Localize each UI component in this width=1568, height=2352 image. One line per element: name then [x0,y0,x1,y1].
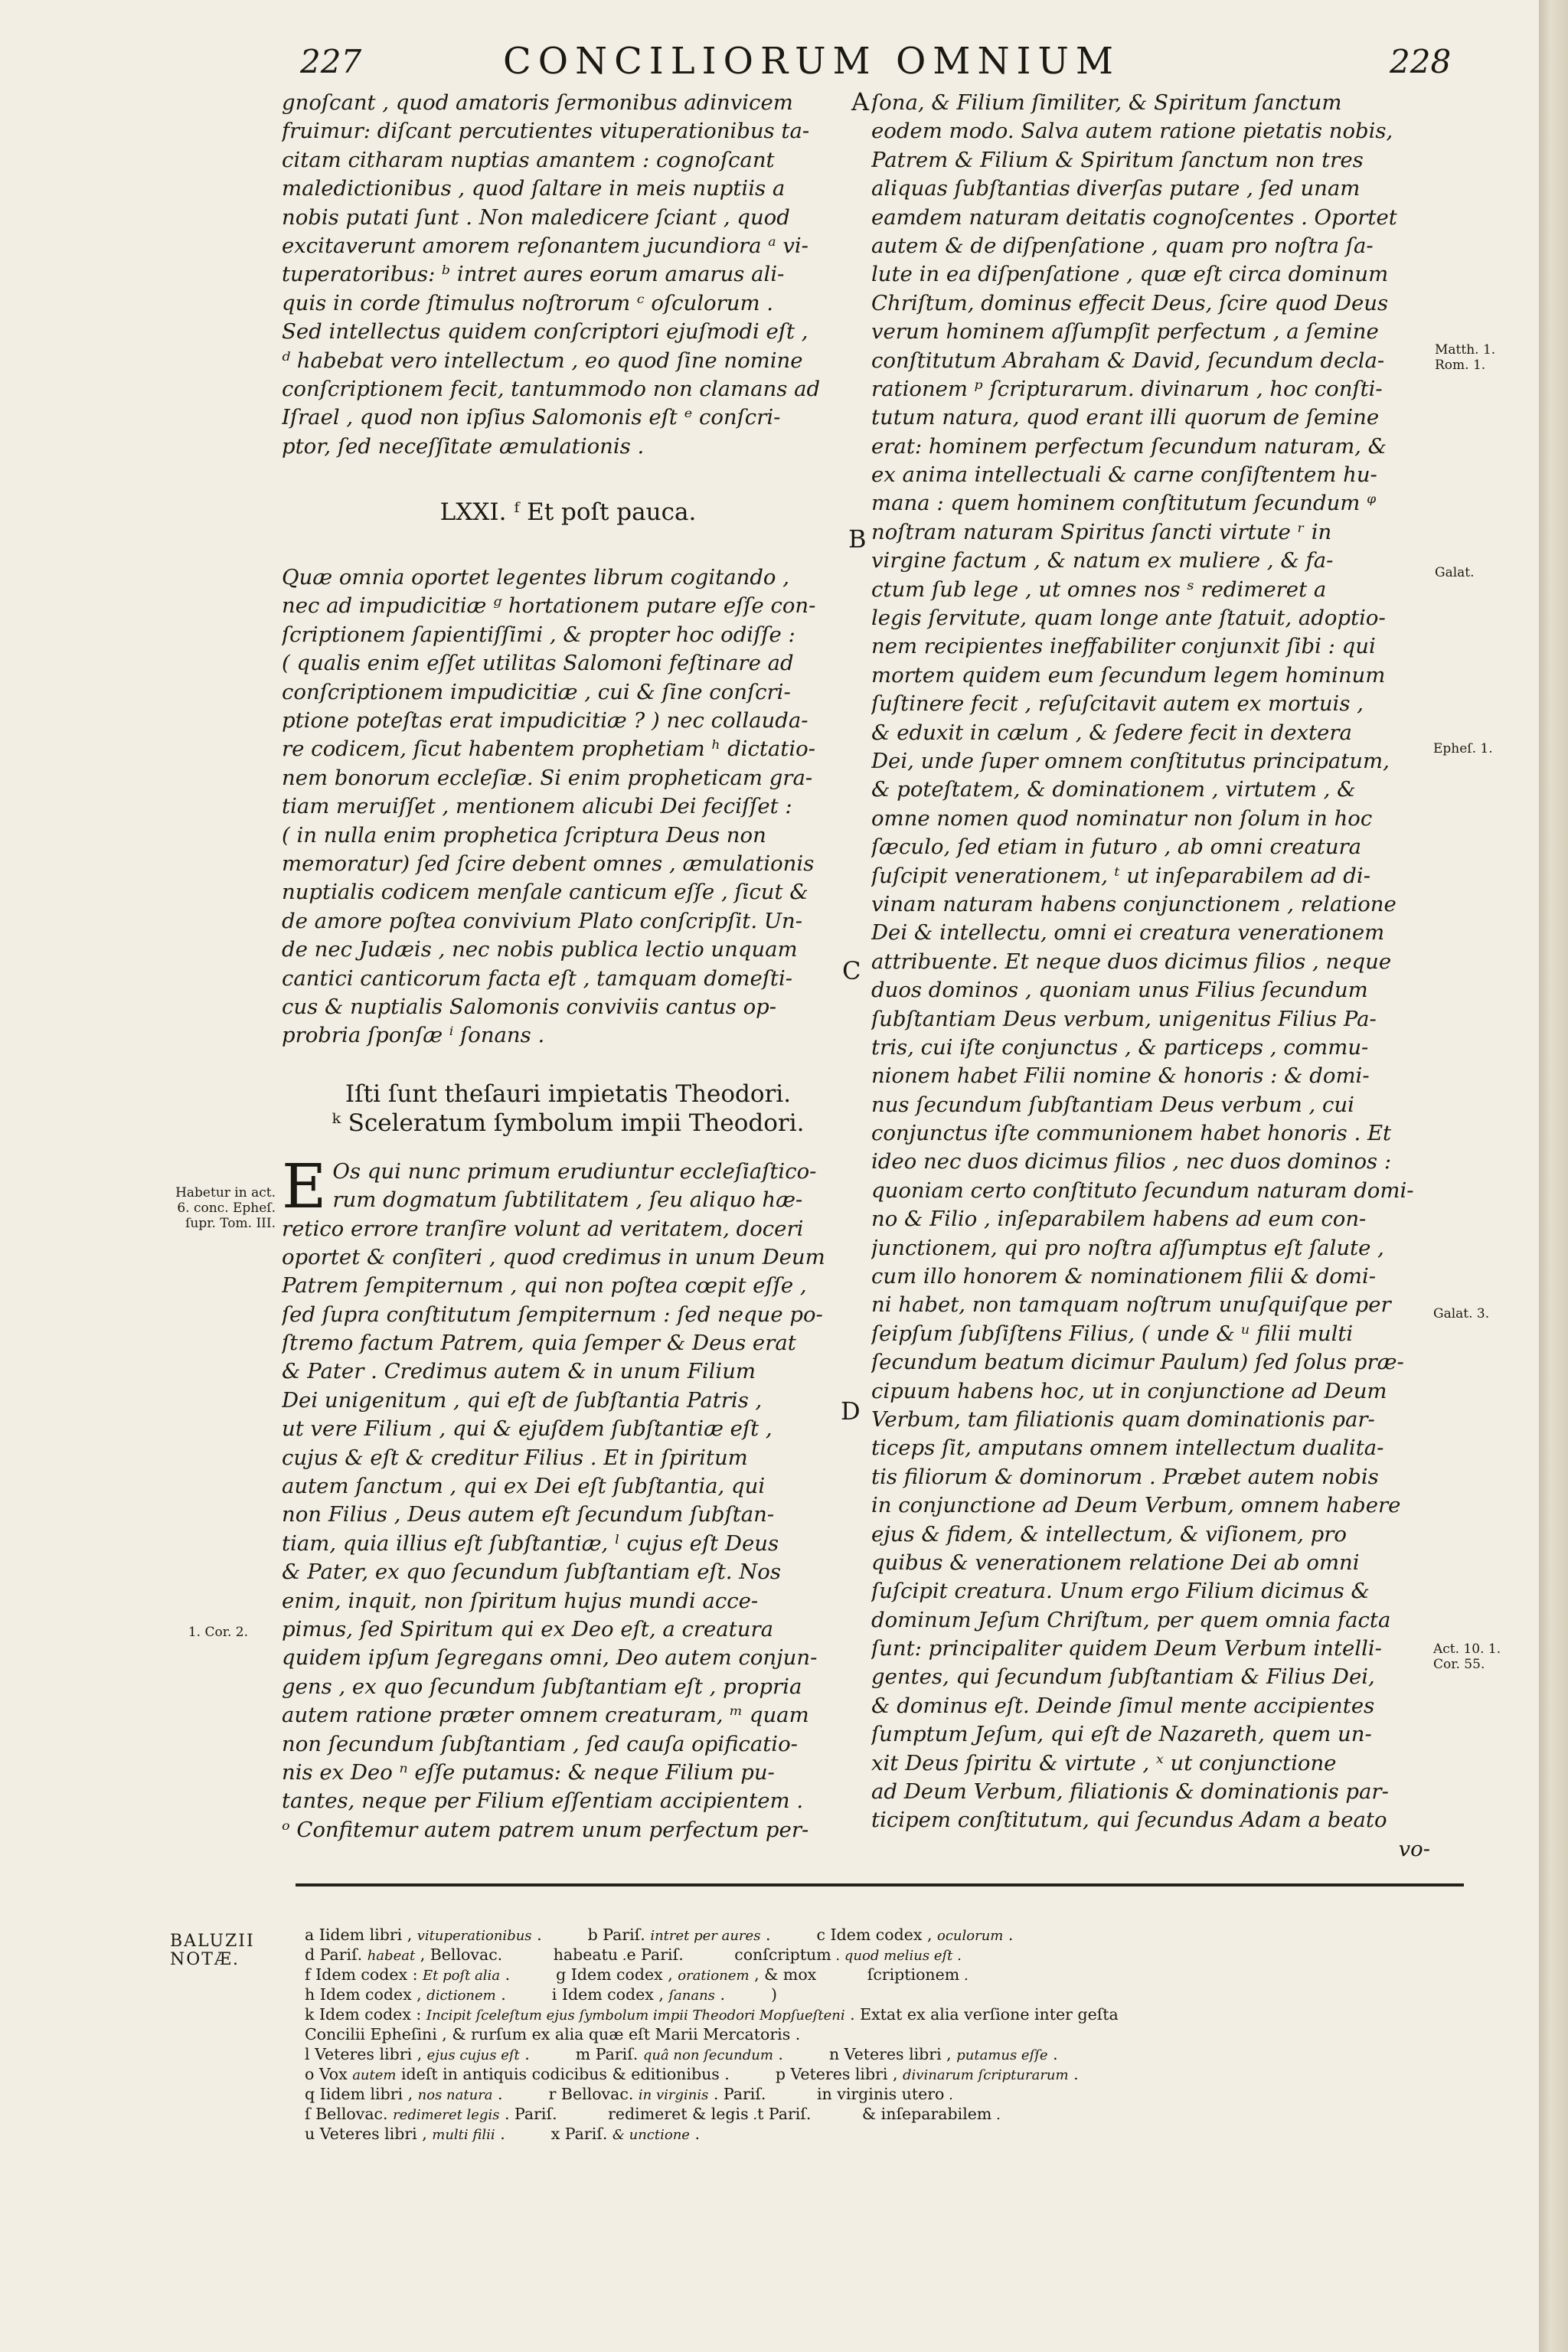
footnote-segment: Et poſt alia [423,1968,501,1984]
text-line: re codicem, ſicut habentem prophetiam ʰ dictatio- [282,737,816,762]
footnote-segment: ) [770,1985,777,2004]
text-line: Chriſtum, dominus effecit Deus, ſcire quod Deus [871,290,1389,315]
text-line: maledictionibus , quod ſaltare in meis nuptiis a [282,176,786,201]
margin-note-habetur: Habetur in act. 6. conc. Epheſ. ſupr. Tom. III. [175,1185,276,1231]
margin-note-matth-rom: Matth. 1. Rom. 1. [1435,342,1496,373]
text-line: nem recipientes ineffabiliter conjunxit ſibi : qui [871,634,1376,659]
footnote-segment: l Veteres libri , [305,2045,427,2063]
text-line: mana : quem hominem conſtitutum ſecundum ᵠ [871,491,1377,516]
text-line: Dei & intellectu, omni ei creatura venerationem [871,920,1385,946]
text-line: cantici canticorum facta eſt , tamquam domeſti- [282,965,793,991]
margin-note-galat: Galat. [1435,565,1475,580]
text-line: dominum Jeſum Chriſtum, per quem omnia facta [871,1607,1391,1632]
text-line: nem bonorum eccleſiæ. Si enim propheticam gra- [282,765,813,790]
footnote-segment: . [1003,1926,1014,1944]
footnote-segment: . Pariſ. [708,2085,771,2103]
text-line: nobis putati ſunt . Non maledicere ſciant , quod [282,204,790,230]
right-column [871,89,1430,1864]
text-line: ex anima intellectuali & carne conſiſtentem hu- [871,462,1377,488]
footnote-segment: & inſeparabilem [861,2105,992,2123]
footnote-segment: ſanans [668,1988,715,2004]
footnote-segment: . [492,2085,503,2103]
text-line: eamdem naturam deitatis cognoſcentes . Oportet [871,204,1397,230]
footnote-segment: oculorum [936,1928,1004,1944]
text-line: & eduxit in cælum , & ſedere fecit in dextera [871,720,1352,745]
footnote-segment: p Veteres libri , [775,2065,903,2083]
text-line: ᵈ habebat vero intellectum , eo quod ſine nomine [282,348,803,373]
text-line: nionem habet Filii nomine & honoris : & domi- [871,1063,1370,1089]
footnote-segment: , Bellovac. [415,1945,508,1964]
footnote-segment: d Pariſ. [305,1945,368,1964]
footnote-segment: ejus cujus eſt [426,2047,520,2063]
text-line: tantes, neque per Filium eſſentiam accipientem . [282,1788,804,1814]
footnote-segment: ſ Bellovac. [305,2105,394,2123]
text-line: duos dominos , quoniam unus Filius ſecundum [871,978,1368,1003]
text-line: enim, inquit, non ſpiritum hujus mundi acce- [282,1588,759,1613]
section-heading-lxxi: LXXI. ᶠ Et poſt pauca. [439,498,697,527]
text-line: ptione poteſtas erat impudicitiæ ? ) nec collauda- [282,708,808,733]
footnote-segment: . Pariſ. [499,2105,563,2123]
footnote-segment: autem [352,2067,397,2083]
footnote-segment: . [760,1926,771,1944]
margin-note-1-cor: 1. Cor. 2. [188,1625,248,1640]
footnote-segment: . [959,1968,969,1984]
footnote-segment: vituperationibus [416,1928,532,1944]
text-line: ſubſtantiam Deus verbum, unigenitus Filius Pa- [871,1006,1377,1031]
footnote-segment: . [500,1965,511,1984]
text-line: ſumptum Jeſum, qui eſt de Nazareth, quem un- [871,1722,1372,1747]
right-page-number: 228 [1390,43,1452,80]
footnote-segment: a Iidem libri , [305,1926,417,1944]
text-line: citam citharam nuptias amantem : cognoſcant [282,147,775,172]
text-line: Iſrael , quod non ipſius Salomonis eſt ᵉ conſcri- [282,405,781,430]
catchword: vo- [1398,1836,1430,1861]
text-line: quibus & venerationem relatione Dei ab omni [871,1550,1360,1575]
text-line: aliquas ſubſtantias diverſas putare , ſed unam [871,176,1361,201]
text-line: tuperatoribus: ᵇ intret aures eorum amarus ali- [282,262,785,287]
text-line: verum hominem aſſumpſit perfectum , a ſemine [871,319,1379,345]
text-line: no & Filio , inſeparabilem habens ad eum con- [871,1207,1367,1232]
text-line: memoratur) ſed ſcire debent omnes , æmulationis [282,851,815,876]
text-line: ( in nulla enim prophetica ſcriptura Deus non [282,822,766,848]
footnote-segment: . [689,2125,701,2143]
text-line: noſtram naturam Spiritus ſancti virtute ʳ in [871,519,1332,544]
footnote-segment: multi filii [432,2127,495,2143]
text-line: ticipem conſtitutum, qui ſecundus Adam a beato [871,1808,1387,1833]
text-line: tiam meruiſſet , mentionem alicubi Dei feciſſet : [282,794,792,819]
footnote-line [305,2064,1079,2086]
text-line: nus ſecundum ſubſtantiam Deus verbum , cui [871,1092,1354,1117]
footnote-segment: Incipit ſceleſtum ejus ſymbolum impii Theodori Mopſueſteni [426,2007,845,2024]
text-line: in conjunctione ad Deum Verbum, omnem habere [871,1493,1401,1518]
text-line: ſuſcipit venerationem, ᵗ ut inſeparabilem ad di- [871,863,1370,888]
footnote-segment: habeat [367,1948,416,1964]
text-line: ( qualis enim eſſet utilitas Salomoni feſtinare ad [282,651,794,676]
text-line: retico errore tranſire volunt ad veritatem, doceri [282,1216,804,1241]
text-line: conſcriptionem impudicitiæ , cui & ſine conſcri- [282,679,791,704]
footnote-segment: x Pariſ. [550,2125,612,2143]
text-line: tris, cui iſte conjunctus , & particeps , commu- [871,1034,1369,1060]
text-line: & dominus eſt. Deinde ſimul mente accipientes [871,1693,1375,1718]
footnote-segment: i Idem codex , [551,1985,669,2004]
text-line: mortem quidem eum ſecundum legem hominum [871,662,1386,688]
footnote-segment: e Pariſ. [626,1945,689,1964]
text-line: ſecundum beatum dicimur Paulum) ſed ſolus præ- [871,1350,1404,1375]
text-line: erat: hominem perfectum ſecundum naturam, & [871,433,1387,459]
text-line: non Filius , Deus autem eſt ſecundum ſubſtan- [282,1502,775,1527]
footnote-rule [296,1883,1464,1886]
footnote-segment: dictionem [426,1988,496,2004]
margin-note-act-cor: Act. 10. 1. Cor. 55. [1433,1642,1501,1672]
text-line: xit Deus ſpiritu & virtute , ˣ ut conjunctione [871,1750,1337,1775]
footnote-segment: m Pariſ. [575,2045,643,2063]
footnote-segment: . [991,2107,1001,2123]
footnote-segment: ideſt in antiquis codicibus & editionibus . [396,2065,730,2083]
footnote-segment: n Veteres libri , [828,2045,957,2063]
text-line: virgine factum , & natum ex muliere , & fa- [871,548,1334,573]
footnote-segment: h Idem codex , [305,1985,427,2004]
footnote-segment: . [944,2087,953,2103]
text-line: autem ratione præter omnem creaturam, ᵐ quam [282,1703,809,1728]
footnote-segment: b Pariſ. [587,1926,651,1944]
footnote-line [305,2104,1001,2125]
text-line: ticeps ſit, amputans omnem intellectum dualita- [871,1436,1384,1461]
footnote-segment: . [618,1948,627,1964]
footnote-segment: redimeret & legis [608,2105,749,2123]
text-line: ᵒ Confitemur autem patrem unum perfectum per- [282,1817,809,1842]
left-page-number: 227 [300,43,362,80]
text-line: Patrem ſempiternum , qui non poſtea cœpit eſſe , [282,1273,807,1298]
text-line: ſcriptionem ſapientiſſimi , & propter hoc odiſſe : [282,622,795,647]
left-text-bottom [282,1150,854,1844]
text-line: eodem modo. Salva autem ratione pietatis nobis, [871,119,1393,144]
text-line: cum illo honorem & nominationem filii & domi- [871,1264,1377,1289]
footnote-segment: f Idem codex : [305,1965,423,1984]
footnote-line [305,2004,1119,2026]
footnote-segment: u Veteres libri , [305,2125,433,2143]
footnote-segment: c Idem codex , [816,1926,937,1944]
text-line: quis in corde ſtimulus noſtrorum ᶜ oſculorum . [282,290,774,315]
text-line: ſona, & Filium ſimiliter, & Spiritum ſanctum [871,90,1342,115]
subheading-thesauri: Iſti ſunt theſauri impietatis Theodori. [345,1080,792,1108]
text-line: quidem ipſum ſegregans omni, Deo autem conjun- [282,1645,818,1671]
footnote-segment: redimeret legis [393,2107,500,2123]
footnote-segment: o Vox [305,2065,353,2083]
text-line: de nec Judæis , nec nobis publica lectio unquam [282,937,798,962]
text-line: Sed intellectus quidem conſcriptori ejuſmodi eſt , [282,319,808,345]
text-line: nuptialis codicem menſale canticum eſſe , ſicut & [282,880,808,905]
footnote-segment: . [773,2045,783,2063]
text-line: Dei unigenitum , qui eſt de ſubſtantia Patris , [282,1387,763,1413]
text-line: fruimur: diſcant percutientes vituperationibus ta- [282,119,810,144]
text-line: nec ad impudicitiæ ᵍ hortationem putare eſſe con- [282,593,816,619]
text-line: cus & nuptialis Salomonis conviviis cantus op- [282,994,777,1019]
footnote-segment: putamus eſſe [956,2047,1048,2063]
text-line: ſed ſupra conſtitutum ſempiternum : ſed neque po- [282,1302,823,1327]
margin-note-ephes: Epheſ. 1. [1433,741,1493,756]
text-line: ctum ſub lege , ut omnes nos ˢ redimeret a [871,577,1327,602]
text-line: tis filiorum & dominorum . Præbet autem nobis [871,1464,1379,1489]
footnote-segment: nos natura [417,2087,493,2103]
text-line: ſeipſum ſubſiſtens Filius, ( unde & ᵘ filii multi [871,1321,1354,1346]
footnote-segment: , & mox [749,1965,822,1984]
text-line: pimus, ſed Spiritum qui ex Deo eſt, a creatura [282,1616,773,1642]
footnote-segment: in virginis utero [816,2085,945,2103]
footnote-segment: t Pariſ. [757,2105,816,2123]
footnote-segment: . [748,2107,758,2123]
text-line: Os qui nunc primum erudiuntur eccleſiaſtico- [332,1158,817,1184]
text-line: excitaverunt amorem reſonantem jucundiora ᵃ vi- [282,233,808,258]
text-line: cipuum habens hoc, ut in conjunctione ad Deum [871,1378,1387,1403]
running-title: CONCILIORUM OMNIUM [502,40,1120,83]
text-line: Patrem & Filium & Spiritum ſanctum non tres [871,147,1364,172]
footnote-segment: . [1068,2065,1079,2083]
footnote-segment: in virginis [638,2087,709,2103]
text-line: ſunt: principaliter quidem Deum Verbum intelli- [871,1636,1382,1661]
text-line: conſtitutum Abraham & David, ſecundum decla- [871,348,1385,373]
left-column [282,89,854,1844]
footnote-segment: divinarum ſcripturarum [903,2067,1069,2083]
text-line: de amore poſtea convivium Plato conſcripſit. Un- [282,908,802,933]
text-line: non ſecundum ſubſtantiam , ſed cauſa opificatio- [282,1731,798,1756]
text-line: ejus & fidem, & intellectum, & viſionem, pro [871,1521,1347,1547]
footnote-segment: quâ non ſecundum [642,2047,773,2063]
text-line: lute in ea diſpenſatione , quæ eſt circa dominum [871,262,1389,287]
notes-label: BALUZII NOTÆ. [170,1932,255,1969]
section-marker-a: A [851,87,870,116]
text-line: quoniam certo conſtituto ſecundum naturam domi- [871,1178,1414,1203]
footnote-line [305,1984,777,2006]
text-line: ideo nec duos dicimus filios , nec duos dominos : [871,1149,1392,1174]
section-marker-b: B [848,524,867,554]
footnote-segment: . [495,2125,505,2143]
text-line: autem ſanctum , qui ex Dei eſt ſubſtantia, qui [282,1474,766,1499]
text-line: tutum natura, quod erant illi quorum de ſemine [871,405,1380,430]
drop-cap: E [282,1150,327,1222]
footnote-segment: habeatu [553,1945,619,1964]
footnote-segment: intret per aures [650,1928,761,1944]
text-line: ni habet, non tamquam noſtrum unuſquiſque per [871,1292,1391,1318]
text-line: ptor, ſed neceſſitate æmulationis . [282,433,645,459]
footnote-segment: ſcriptionem [867,1965,960,1984]
text-line: attribuente. Et neque duos dicimus filios , neque [871,949,1392,974]
text-line: legis ſervitute, quam longe ante ſtatuit, adoptio- [871,606,1386,631]
footnote-line [305,2024,800,2044]
text-line: ſuſtinere fecit , reſuſcitavit autem ex mortuis , [871,691,1364,717]
right-text [871,89,1430,1835]
text-line: gentes, qui ſecundum ſubſtantiam & Filius Dei, [871,1664,1375,1690]
text-line: vinam naturam habens conjunctionem , relatione [871,891,1396,916]
text-line: gnoſcant , quod amatoris ſermonibus adinvicem [282,90,793,115]
section-marker-c: C [842,956,861,985]
left-text-middle [282,564,854,1050]
text-line: conſcriptionem fecit, tantummodo non clamans ad [282,376,821,401]
footnote-segment: q Iidem libri , [305,2085,418,2103]
footnote-line [305,1965,969,1986]
text-line: Quæ omnia oportet legentes librum cogitando , [282,565,789,590]
footnote-segment: r Bellovac. [548,2085,639,2103]
section-marker-d: D [841,1396,861,1426]
text-line: & Pater . Credimus autem & in unum Filium [282,1359,756,1384]
text-line: ad Deum Verbum, filiationis & dominationis par- [871,1779,1389,1805]
text-line: & poteſtatem, & dominationem , virtutem , & [871,777,1356,802]
footnote-segment: . Extat ex alia verſione inter geſta [844,2005,1119,2024]
text-line: rum dogmatum ſubtilitatem , ſeu aliquo hæ- [332,1187,803,1213]
footnote-segment: . [1047,2045,1058,2063]
footnote-line [305,2084,953,2105]
footnote-segment: k Idem codex : [305,2005,426,2024]
text-line: cujus & eſt & creditur Filius . Et in ſpiritum [282,1445,748,1470]
footnote-segment: Concilii Epheſini , & rurſum ex alia quæ eſt Marii Mercatoris . [305,2025,801,2043]
text-line: ut vere Filium , qui & ejuſdem ſubſtantiæ eſt , [282,1416,773,1442]
text-line: gens , ex quo ſecundum ſubſtantiam eſt , propria [282,1674,802,1699]
footnote-line [305,1925,1013,1946]
margin-note-galat-3: Galat. 3. [1433,1306,1490,1321]
subheading-symbolum: ᵏ Sceleratum ſymbolum impii Theodori. [332,1109,805,1137]
text-line: & Pater, ex quo ſecundum ſubſtantiam eſt. Nos [282,1560,781,1585]
text-line: Verbum, tam filiationis quam dominationis par- [871,1406,1375,1432]
text-line: tiam, quia illius eſt ſubſtantiæ, ˡ cujus eſt Deus [282,1530,779,1556]
text-line: ſæculo, ſed etiam in futuro , ab omni creatura [871,835,1362,860]
text-line: omne nomen quod nominatur non ſolum in hoc [871,805,1373,831]
footnote-line [305,2124,700,2145]
text-line: oportet & conſiteri , quod credimus in unum Deum [282,1244,825,1269]
footnote-segment: . quod melius eſt . [831,1948,962,1964]
text-line: Dei, unde ſuper omnem conſtitutus principatum, [871,748,1390,773]
footnote-segment: . [495,1985,506,2004]
footnote-segment: . [531,1926,542,1944]
text-line: probria ſponſæ ⁱ ſonans . [282,1023,545,1048]
text-line: junctionem, qui pro noſtra aſſumptus eſt ſalute , [871,1235,1384,1260]
text-line: nis ex Deo ⁿ eſſe putamus: & neque Filium pu- [282,1759,775,1785]
text-line: autem & de diſpenſatione , quam pro noſtra ſa- [871,233,1374,258]
text-line: conjunctus iſte communionem habet honoris . Et [871,1121,1392,1146]
footnote-segment: & unctione [612,2127,690,2143]
footnote-line [305,1945,962,1966]
footnote-segment: . [714,1985,725,2004]
text-line: ſtremo factum Patrem, quia ſemper & Deus erat [282,1331,796,1356]
footnote-segment: . [519,2045,530,2063]
page-gutter [1539,0,1568,2352]
footnote-line [305,2044,1058,2066]
text-line: ſuſcipit creatura. Unum ergo Filium dicimus & [871,1579,1370,1604]
left-text-top [282,89,854,461]
footnote-segment: orationem [678,1968,750,1984]
footnote-segment: conſcriptum [734,1945,831,1964]
text-line: rationem ᵖ ſcripturarum. divinarum , hoc conſti- [871,376,1383,401]
footnote-segment: g Idem codex , [556,1965,678,1984]
